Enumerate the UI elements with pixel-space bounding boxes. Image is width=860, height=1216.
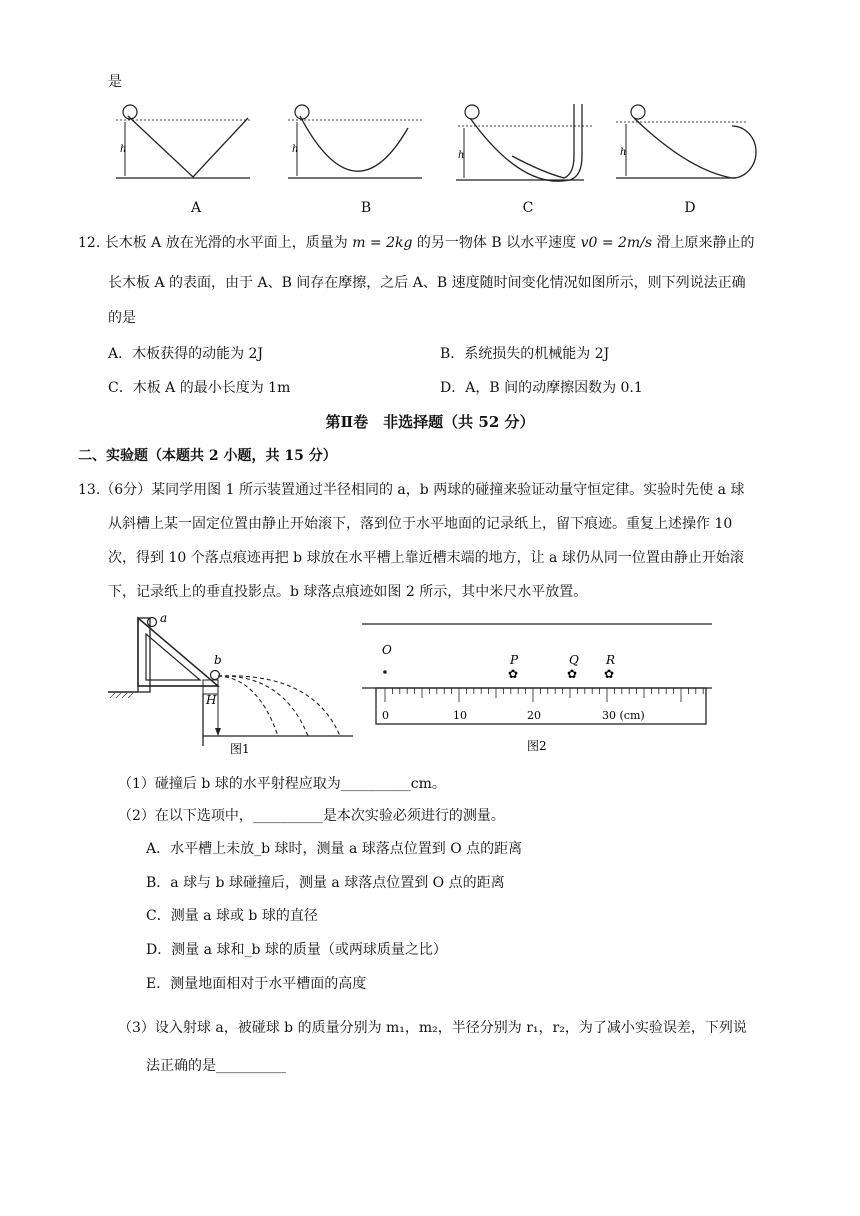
q13-sub2: （2）在以下选项中，__________是本次实验必须进行的测量。: [118, 808, 505, 824]
fig1-label-a: a: [160, 611, 168, 625]
fig1-label-h: H: [206, 693, 217, 707]
fig1-caption: 图1: [230, 742, 250, 756]
q12-line1: [78, 233, 755, 253]
ruler-label-30: 30 (cm): [602, 709, 645, 722]
q13-line3: 次，得到 10 个落点痕迹再把 b 球放在水平槽上靠近槽末端的地方，让 a 球仍从同一位置由静止开始滚: [108, 550, 744, 566]
option-b-figure: [280, 100, 430, 190]
svg-text:h: h: [458, 150, 465, 161]
q12-option-a: A．木板获得的动能为 2J: [108, 346, 264, 362]
q13-sub3-line2: 法正确的是__________: [146, 1058, 286, 1074]
q13-number: 13.: [78, 482, 101, 498]
q12-text-part2: 的另一物体 B 以水平速度: [416, 235, 577, 251]
q13-line4: 下，记录纸上的垂直投影点。b 球落点痕迹如图 2 所示，其中米尺水平放置。: [108, 584, 588, 600]
point-p-mark: ✿: [508, 667, 519, 681]
point-q-mark: ✿: [567, 667, 578, 681]
q12-line2: 长木板 A 的表面，由于 A、B 间存在摩擦，之后 A、B 速度随时间变化情况如图所示，则下列说法正确: [108, 275, 746, 291]
q13-line1-text: （6分）某同学用图 1 所示装置通过半径相同的 a，b 两球的碰撞来验证动量守恒定律。实验时先使 a 球: [100, 482, 745, 498]
q13-line1: [78, 480, 744, 500]
svg-text:h: h: [620, 147, 627, 158]
fig1-label-b: b: [214, 653, 222, 667]
option-c-figure: [452, 100, 602, 190]
point-r-label: R: [606, 653, 616, 667]
section-title: 第Ⅱ卷 非选择题（共 52 分）: [325, 413, 535, 431]
fig2-caption: 图2: [527, 739, 547, 753]
point-r-mark: ✿: [604, 667, 615, 681]
option-b-label: B: [360, 200, 372, 216]
point-o-mark: [383, 670, 387, 674]
option-d-label: D: [684, 200, 696, 216]
q12-mass: m = 2kg: [352, 235, 413, 251]
ruler-label-10: 10: [453, 709, 467, 722]
q12-number: 12.: [78, 235, 101, 251]
figure-2: [362, 612, 724, 758]
q13-sub3-line1: （3）设入射球 a，被碰球 b 的质量分别为 m₁，m₂，半径分别为 r₁，r₂，为了减小实验误差，下列说: [118, 1020, 747, 1036]
q13-sub2-option-e: E．测量地面相对于水平槽面的高度: [146, 976, 367, 992]
ruler-label-0: 0: [382, 709, 389, 722]
q12-velocity: v0 = 2m/s: [580, 235, 653, 251]
q12-text-part3: 滑上原来静止的: [656, 235, 755, 251]
q11-figures: [108, 100, 798, 220]
q13-sub2-option-b: B．a 球与 b 球碰撞后，测量 a 球落点位置到 O 点的距离: [146, 875, 505, 891]
option-c-label: C: [522, 200, 534, 216]
leading-char: 是: [108, 74, 122, 90]
option-d-figure: [608, 100, 768, 190]
point-p-label: P: [510, 653, 519, 667]
point-o-label: O: [382, 643, 392, 657]
q13-line2: 从斜槽上某一固定位置由静止开始滚下，落到位于水平地面的记录纸上，留下痕迹。重复上述操作 10: [108, 516, 733, 532]
q12-text-part1: 长木板 A 放在光滑的水平面上，质量为: [104, 235, 348, 251]
q13-sub2-option-c: C．测量 a 球或 b 球的直径: [146, 908, 318, 924]
point-q-label: Q: [569, 653, 579, 667]
option-a-figure: [108, 100, 258, 190]
option-a-label: A: [190, 200, 202, 216]
q12-line3: 的是: [108, 310, 136, 326]
svg-text:h: h: [292, 144, 299, 155]
figure-1: [108, 608, 358, 758]
part-heading: 二、实验题（本题共 2 小题，共 15 分）: [78, 448, 337, 464]
q13-sub2-option-a: A．水平槽上未放_b 球时，测量 a 球落点位置到 O 点的距离: [146, 841, 523, 857]
ruler-label-20: 20: [527, 709, 541, 722]
q12-option-c: C．木板 A 的最小长度为 1m: [108, 380, 291, 396]
q12-option-b: B．系统损失的机械能为 2J: [440, 346, 610, 362]
q13-sub2-option-d: D．测量 a 球和_b 球的质量（或两球质量之比）: [146, 942, 447, 958]
q12-option-d: D．A，B 间的动摩擦因数为 0.1: [440, 380, 643, 396]
svg-text:h: h: [120, 144, 127, 155]
q13-sub1: （1）碰撞后 b 球的水平射程应取为__________cm。: [118, 776, 446, 792]
